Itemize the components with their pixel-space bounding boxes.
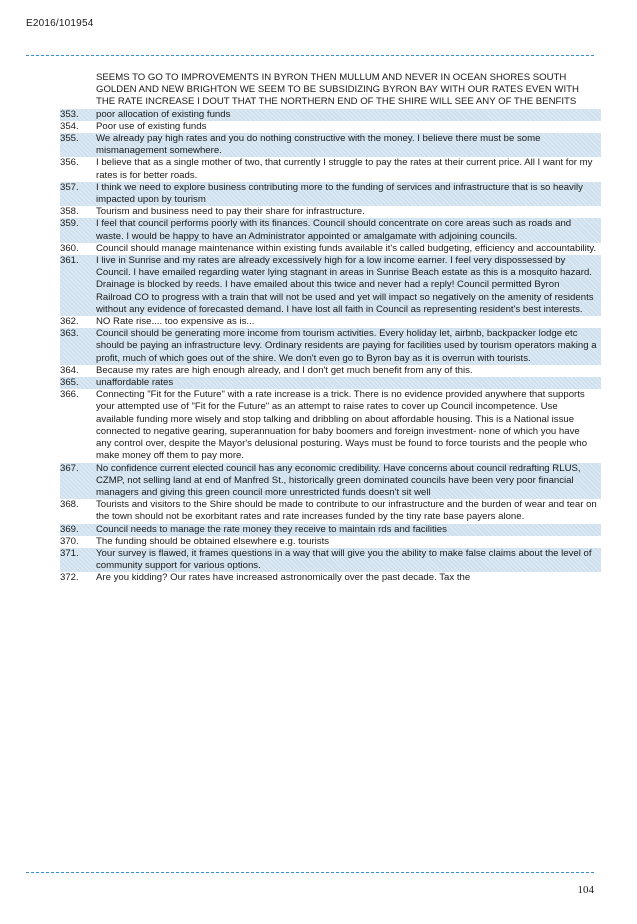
page-number: 104 xyxy=(577,884,594,896)
row-comment: Council should be generating more income from tourism activities. Every holiday let, airbnb, backpacker lodge etc should be paying an infrastructure levy. Ordinary residents are paying for facilities used by tourism operators making a profit, much of which goes out of the shire. We don't even go to Byron bay as it is overrun with tourists. xyxy=(96,328,597,364)
table-row xyxy=(60,365,601,377)
table-row xyxy=(60,206,601,218)
table-row xyxy=(60,109,601,121)
row-number: 357. xyxy=(60,181,79,193)
row-comment: unaffordable rates xyxy=(96,377,174,389)
row-number: 370. xyxy=(60,535,79,547)
row-number: 354. xyxy=(60,120,79,132)
table-row xyxy=(60,255,601,316)
table-row xyxy=(60,463,601,500)
row-comment: Tourists and visitors to the Shire should be made to contribute to our infrastructure and the burden of wear and tear on the town should not be exorbitant rates and rate increases funded by the tiny rate base payers alone. xyxy=(96,499,597,523)
table-row xyxy=(60,499,601,523)
row-number: 359. xyxy=(60,218,79,230)
table-row xyxy=(60,536,601,548)
bottom-divider xyxy=(26,872,594,873)
row-number: 360. xyxy=(60,242,79,254)
table-row xyxy=(60,572,601,584)
row-number: 363. xyxy=(60,328,79,340)
row-number: 371. xyxy=(60,547,79,559)
table-row xyxy=(60,389,601,462)
row-comment: Council should manage maintenance within existing funds available it's called budgeting, efficiency and accountability. xyxy=(96,242,597,254)
row-comment: Your survey is flawed, it frames questions in a way that will give you the ability to make false claims about the level of community support for various options. xyxy=(96,547,592,572)
top-divider xyxy=(26,55,594,56)
row-number: 368. xyxy=(60,499,79,511)
row-comment: Connecting "Fit for the Future" with a rate increase is a trick. There is no evidence provided anywhere that supports your attempted use of "Fit for the Future" as an attempt to raise rates to cover up Council incompetence. Use available funding more wisely and stop talking and dribbling on about affordable housing. This is a National issue connected to negative gearing, superannuation for baby boomers and foreign investment- none of which you have any control over, despite the Mayor's delusional posturing. Ways must be found to force tourists and the people who make money off them to pay more. xyxy=(96,389,588,462)
row-number: 358. xyxy=(60,206,79,218)
row-comment: I think we need to explore business contributing more to the funding of services and infrastructure that is so heavily impacted upon by tourism xyxy=(96,181,583,206)
row-comment: Council needs to manage the rate money they receive to maintain rds and facilities xyxy=(96,523,447,535)
row-number: 372. xyxy=(60,572,79,584)
row-number: 367. xyxy=(60,462,79,474)
row-comment: No confidence current elected council has any economic credibility. Have concerns about council redrafting RLUS, CZMP, not selling land at end of Manfred St., historically green dominated councils have been very poor financial managers and giving this green council more unrestricted funds doesn't sit well xyxy=(96,462,581,498)
row-comment: NO Rate rise.... too expensive as is... xyxy=(96,316,255,328)
table-row xyxy=(60,316,601,328)
row-comment: poor allocation of existing funds xyxy=(96,108,231,120)
comments-table xyxy=(60,72,601,585)
row-comment: We already pay high rates and you do nothing constructive with the money. I believe there must be some mismanagement somewhere. xyxy=(96,133,541,157)
table-row xyxy=(60,157,601,181)
table-row xyxy=(60,548,601,572)
continuation-text: SEEMS TO GO TO IMPROVEMENTS IN BYRON THEN MULLUM AND NEVER IN OCEAN SHORES SOUTH GOLDEN AND NEW BRIGHTON WE SEEM TO BE SUBSIDIZING BYRON BAY WITH OUR RATES EVEN WITH THE RATE INCREASE I DOUT THAT THE NORTHERN END OF THE SHIRE WILL SEE ANY OF THE BENFITS xyxy=(96,72,579,108)
row-number: 356. xyxy=(60,157,79,169)
row-number xyxy=(60,72,96,109)
row-number: 353. xyxy=(60,108,79,120)
row-comment: Because my rates are high enough already, and I don't get much benefit from any of this. xyxy=(96,364,473,376)
row-number: 366. xyxy=(60,389,79,401)
row-number: 361. xyxy=(60,255,79,267)
row-number: 355. xyxy=(60,133,79,145)
table-row xyxy=(60,133,601,157)
row-number: 364. xyxy=(60,364,79,376)
row-number: 362. xyxy=(60,316,79,328)
table-row xyxy=(60,121,601,133)
table-row xyxy=(60,182,601,206)
table-row xyxy=(60,524,601,536)
table-row xyxy=(60,328,601,365)
continuation-row xyxy=(60,72,601,109)
row-comment: Poor use of existing funds xyxy=(96,120,207,132)
row-number: 369. xyxy=(60,523,79,535)
row-comment: I feel that council performs poorly with its finances. Council should concentrate on core areas such as roads and waste. I would be happy to have an Administrator appointed or amalgamate with adjoining councils. xyxy=(96,218,572,242)
row-comment: I believe that as a single mother of two, that currently I struggle to pay the rates at their current price. All I want for my rates is for better roads. xyxy=(96,157,593,181)
table-row xyxy=(60,243,601,255)
table-row xyxy=(60,218,601,242)
row-comment: Are you kidding? Our rates have increased astronomically over the past decade. Tax the xyxy=(96,572,471,584)
row-number: 365. xyxy=(60,377,79,389)
row-comment: The funding should be obtained elsewhere e.g. tourists xyxy=(96,535,330,547)
row-comment: Tourism and business need to pay their share for infrastructure. xyxy=(96,206,365,218)
document-id: E2016/101954 xyxy=(26,18,94,29)
table-row xyxy=(60,377,601,389)
row-comment: I live in Sunrise and my rates are already excessively high for a low income earner. I feel very dispossessed by Council. I have emailed regarding water lying stagnant in areas in Sunrise Beach estate as this is a mosquito hazard. Drainage is blocked by reeds. I have emailed about this twice and never had a reply! Council permitted Byron Railroad CO to progress with a train that will not be used and yet will impact so negatively on the amenity of residents without any evidence of forecasted demand. I have lost all faith in Council as representing resident's best interests. xyxy=(96,255,594,315)
